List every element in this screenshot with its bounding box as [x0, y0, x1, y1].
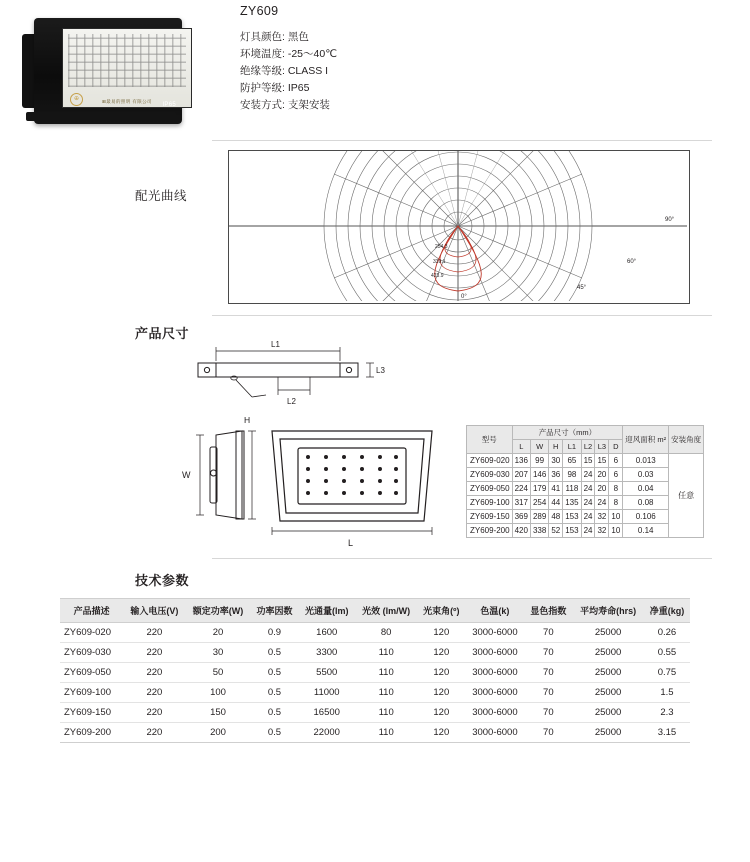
tech-cell: 25000: [572, 703, 644, 723]
curve-radius-2: 339.1: [433, 259, 446, 265]
dim-col-L2: L2: [581, 440, 595, 454]
dim-cell: 41: [549, 482, 563, 496]
tech-cell-model: ZY609-030: [60, 643, 123, 663]
dim-wind: 0.03: [623, 468, 669, 482]
table-row: [60, 683, 690, 703]
tech-cell: 25000: [572, 683, 644, 703]
tech-cell: 0.55: [644, 643, 690, 663]
divider-dimensions: [212, 558, 712, 559]
dim-model: ZY609-050: [467, 482, 513, 496]
dim-wind: 0.04: [623, 482, 669, 496]
dim-col-W: W: [530, 440, 548, 454]
dim-cell: 118: [563, 482, 581, 496]
dim-cell: 135: [563, 496, 581, 510]
tech-cell: 11000: [298, 683, 355, 703]
table-row: [60, 623, 690, 643]
tech-cell: 0.5: [251, 663, 299, 683]
dim-cell: 24: [581, 510, 595, 524]
label-L1: L1: [271, 340, 280, 349]
tech-col-7: 色温(k): [465, 599, 524, 623]
curve-label-60: 60°: [627, 259, 637, 265]
tech-cell: 25000: [572, 723, 644, 743]
tech-cell-model: ZY609-050: [60, 663, 123, 683]
tech-cell: 50: [185, 663, 250, 683]
lamp-body: [34, 18, 182, 124]
label-W: W: [182, 470, 191, 480]
dim-cell: 98: [563, 468, 581, 482]
dim-cell: 136: [512, 454, 530, 468]
table-row: [467, 510, 704, 524]
dim-model: ZY609-200: [467, 524, 513, 538]
label-L3: L3: [376, 366, 385, 375]
tech-col-0: 产品描述: [60, 599, 123, 623]
tech-cell: 0.5: [251, 643, 299, 663]
tech-col-10: 净重(kg): [644, 599, 690, 623]
tech-cell: 120: [417, 663, 465, 683]
tech-cell: 70: [524, 723, 572, 743]
spec-insulation: 绝缘等级: CLASS I: [240, 65, 329, 77]
tech-cell: 100: [185, 683, 250, 703]
tech-cell: 220: [123, 663, 185, 683]
tech-cell: 0.9: [251, 623, 299, 643]
lamp-badge-icon: ⊕: [70, 93, 83, 106]
dim-wind: 0.14: [623, 524, 669, 538]
dim-cell: 153: [563, 510, 581, 524]
dim-cell: 6: [609, 468, 623, 482]
dim-cell: 254: [530, 496, 548, 510]
dim-cell: 6: [609, 454, 623, 468]
table-row: [467, 482, 704, 496]
tech-col-8: 显色指数: [524, 599, 572, 623]
floodlight-illustration: [16, 18, 186, 126]
tech-cell: 220: [123, 723, 185, 743]
tech-cell: 2.3: [644, 703, 690, 723]
spec-temperature: 环境温度: -25～40℃: [240, 48, 337, 60]
led-grid: [68, 34, 186, 87]
dim-model: ZY609-100: [467, 496, 513, 510]
tech-col-1: 输入电压(V): [123, 599, 185, 623]
dim-angle-value: 任意: [669, 454, 704, 538]
tech-cell: 120: [417, 683, 465, 703]
dim-cell: 8: [609, 482, 623, 496]
product-photo: [0, 0, 205, 140]
tech-cell: 120: [417, 643, 465, 663]
tech-cell: 3.15: [644, 723, 690, 743]
tech-cell: 120: [417, 623, 465, 643]
tech-cell: 22000: [298, 723, 355, 743]
dim-model: ZY609-020: [467, 454, 513, 468]
dim-cell: 317: [512, 496, 530, 510]
lamp-base: [26, 112, 176, 121]
tech-cell-model: ZY609-200: [60, 723, 123, 743]
dimension-drawings: [180, 335, 450, 550]
tech-col-5: 光效 (lm/W): [355, 599, 417, 623]
dimension-table-group-header: [467, 426, 704, 440]
dim-cell: 146: [530, 468, 548, 482]
dim-wind: 0.08: [623, 496, 669, 510]
dim-header-angle: 安装角度: [669, 426, 704, 454]
tech-cell: 0.26: [644, 623, 690, 643]
tech-cell: 20: [185, 623, 250, 643]
dim-cell: 24: [581, 524, 595, 538]
dim-header-wind: 迎风面积 m²: [623, 426, 669, 454]
tech-cell: 0.75: [644, 663, 690, 683]
table-row: [60, 723, 690, 743]
tech-cell: 220: [123, 643, 185, 663]
dim-header-size: 产品尺寸（mm）: [512, 426, 623, 440]
product-info: [240, 4, 540, 114]
tech-col-3: 功率因数: [251, 599, 299, 623]
dim-cell: 8: [609, 496, 623, 510]
dim-cell: 32: [595, 524, 609, 538]
tech-cell-model: ZY609-150: [60, 703, 123, 723]
section-label-tech-params: 技术参数: [135, 573, 190, 588]
tech-cell: 220: [123, 683, 185, 703]
dim-cell: 24: [581, 482, 595, 496]
dim-cell: 24: [595, 496, 609, 510]
divider-curve: [212, 315, 712, 316]
dim-cell: 30: [549, 454, 563, 468]
tech-cell: 70: [524, 683, 572, 703]
dim-cell: 207: [512, 468, 530, 482]
curve-radius-1: 254.3: [435, 244, 448, 250]
dim-cell: 32: [595, 510, 609, 524]
tech-cell: 80: [355, 623, 417, 643]
dim-col-D: D: [609, 440, 623, 454]
spec-protection: 防护等级: IP65: [240, 82, 310, 94]
label-L: L: [348, 538, 354, 548]
spec-mounting: 安装方式: 支架安装: [240, 99, 330, 111]
tech-cell: 70: [524, 703, 572, 723]
dim-cell: 179: [530, 482, 548, 496]
tech-cell: 3300: [298, 643, 355, 663]
tech-cell: 110: [355, 703, 417, 723]
table-row: [467, 468, 704, 482]
spec-color: 灯具颜色: 黑色: [240, 31, 309, 43]
tech-col-4: 光通量(lm): [298, 599, 355, 623]
tech-cell: 3000-6000: [465, 663, 524, 683]
tech-cell: 3000-6000: [465, 623, 524, 643]
dim-cell: 153: [563, 524, 581, 538]
dim-cell: 369: [512, 510, 530, 524]
dim-cell: 20: [595, 468, 609, 482]
divider-top: [212, 140, 712, 141]
label-L2: L2: [287, 397, 296, 406]
tech-col-9: 平均寿命(hrs): [572, 599, 644, 623]
table-row: [60, 703, 690, 723]
dim-col-L1: L1: [563, 440, 581, 454]
tech-cell: 25000: [572, 663, 644, 683]
tech-cell: 200: [185, 723, 250, 743]
tech-params-table: [60, 598, 690, 743]
dim-cell: 10: [609, 510, 623, 524]
tech-table-header: [60, 599, 690, 623]
dim-header-model: 型号: [467, 426, 513, 454]
dim-cell: 15: [595, 454, 609, 468]
curve-label-90: 90°: [665, 217, 675, 223]
tech-cell: 3000-6000: [465, 643, 524, 663]
tech-cell: 0.5: [251, 683, 299, 703]
tech-cell: 110: [355, 683, 417, 703]
tech-cell: 150: [185, 703, 250, 723]
ip-rating-tag: IP65: [162, 102, 176, 108]
curve-label-45: 45°: [577, 285, 587, 291]
tech-cell: 3000-6000: [465, 683, 524, 703]
tech-cell: 5500: [298, 663, 355, 683]
tech-cell: 110: [355, 663, 417, 683]
dim-cell: 36: [549, 468, 563, 482]
tech-cell: 3000-6000: [465, 723, 524, 743]
table-row: [467, 454, 704, 468]
table-row: [60, 643, 690, 663]
dim-cell: 338: [530, 524, 548, 538]
tech-cell: 110: [355, 723, 417, 743]
dim-cell: 420: [512, 524, 530, 538]
tech-cell: 0.5: [251, 723, 299, 743]
dim-cell: 48: [549, 510, 563, 524]
tech-cell: 120: [417, 703, 465, 723]
tech-cell: 70: [524, 623, 572, 643]
page-title: ZY609: [240, 4, 279, 18]
tech-cell: 1.5: [644, 683, 690, 703]
tech-cell: 70: [524, 643, 572, 663]
dim-cell: 24: [581, 496, 595, 510]
tech-cell: 1600: [298, 623, 355, 643]
curve-label-0: 0°: [461, 294, 467, 300]
table-row: [467, 496, 704, 510]
dim-model: ZY609-150: [467, 510, 513, 524]
dim-col-H: H: [549, 440, 563, 454]
dim-cell: 24: [581, 468, 595, 482]
product-header: [0, 0, 750, 140]
section-label-light-curve: 配光曲线: [135, 189, 188, 203]
tech-cell: 25000: [572, 623, 644, 643]
light-distribution-curve: [228, 150, 690, 304]
tech-cell: 110: [355, 643, 417, 663]
section-label-dimensions: 产品尺寸: [135, 326, 190, 341]
lamp-face-text: ⊞最易的照明 有限公司: [102, 99, 152, 104]
tech-cell: 220: [123, 703, 185, 723]
dim-model: ZY609-030: [467, 468, 513, 482]
dim-cell: 52: [549, 524, 563, 538]
dim-cell: 99: [530, 454, 548, 468]
label-H: H: [244, 415, 251, 425]
tech-cell: 3000-6000: [465, 703, 524, 723]
tech-cell: 25000: [572, 643, 644, 663]
tech-cell: 70: [524, 663, 572, 683]
dim-cell: 20: [595, 482, 609, 496]
table-row: [467, 524, 704, 538]
dim-cell: 65: [563, 454, 581, 468]
table-row: [60, 663, 690, 683]
tech-cell: 0.5: [251, 703, 299, 723]
dimension-table: [466, 425, 704, 538]
dim-wind: 0.106: [623, 510, 669, 524]
dim-col-L: L: [512, 440, 530, 454]
tech-cell: 30: [185, 643, 250, 663]
tech-cell: 220: [123, 623, 185, 643]
tech-cell-model: ZY609-020: [60, 623, 123, 643]
dim-cell: 224: [512, 482, 530, 496]
dim-col-L3: L3: [595, 440, 609, 454]
tech-col-2: 额定功率(W): [185, 599, 250, 623]
dim-wind: 0.013: [623, 454, 669, 468]
dim-cell: 289: [530, 510, 548, 524]
tech-cell: 120: [417, 723, 465, 743]
tech-col-6: 光束角(º): [417, 599, 465, 623]
curve-radius-3: 423.9: [431, 273, 444, 279]
dim-cell: 44: [549, 496, 563, 510]
tech-cell-model: ZY609-100: [60, 683, 123, 703]
dim-cell: 15: [581, 454, 595, 468]
tech-cell: 16500: [298, 703, 355, 723]
dim-cell: 10: [609, 524, 623, 538]
